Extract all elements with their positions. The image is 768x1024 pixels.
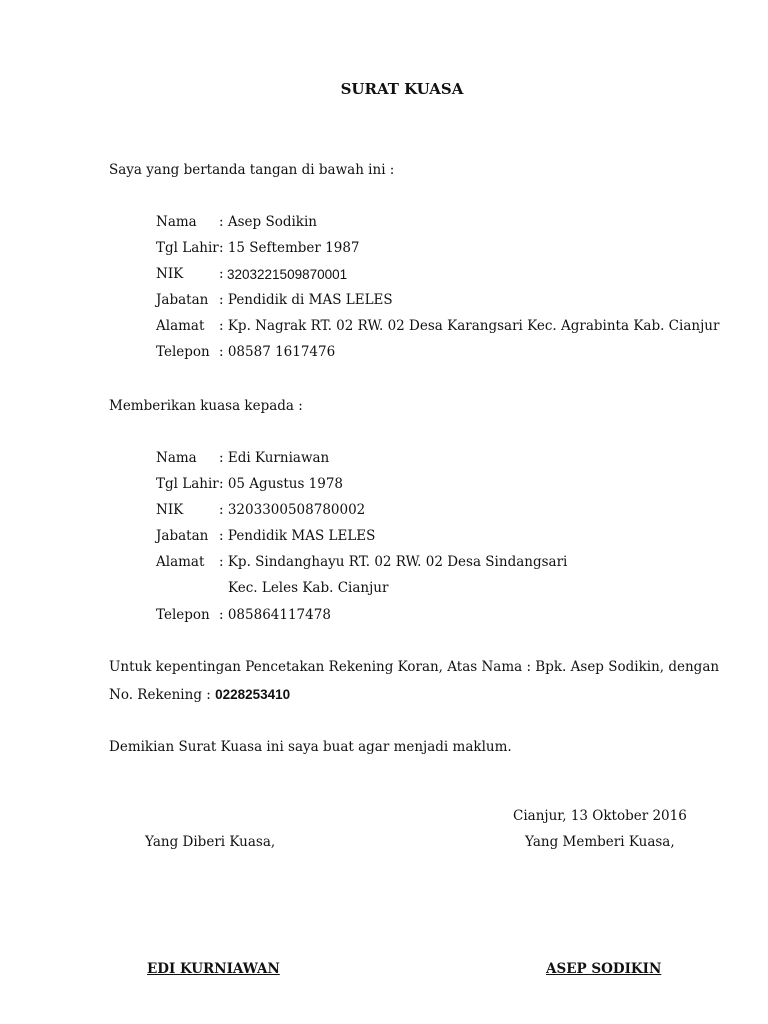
grantee-alamat-value-line2: Kec. Leles Kab. Cianjur [228,580,389,596]
left-signature-caption: Yang Diberi Kuasa, [145,834,276,850]
document-title: SURAT KUASA [340,80,464,98]
grantee-alamat-value-line1: : Kp. Sindanghayu RT. 02 RW. 02 Desa Sindangsari [219,554,568,570]
left-signatory-name: EDI KURNIAWAN [147,961,280,977]
grantor-jabatan-label: Jabatan [156,292,209,308]
grantor-telepon-value: : 08587 1617476 [219,344,336,360]
right-signature-caption: Yang Memberi Kuasa, [525,834,675,850]
place-date: Cianjur, 13 Oktober 2016 [513,808,687,824]
grantee-jabatan-label: Jabatan [156,528,209,544]
grantee-alamat-label: Alamat [156,554,205,570]
grantor-alamat-value: : Kp. Nagrak RT. 02 RW. 02 Desa Karangsari Kec. Agrabinta Kab. Cianjur [219,318,720,334]
grantee-nik-value: : 3203300508780002 [219,502,366,518]
rekening-line [109,688,290,703]
grantee-tgl-lahir-value: : 05 Agustus 1978 [219,476,344,492]
grantor-tgl-lahir-value: : 15 Seftember 1987 [219,240,360,256]
purpose-line: Untuk kepentingan Pencetakan Rekening Koran, Atas Nama : Bpk. Asep Sodikin, dengan [109,659,720,675]
grantor-nik-label: NIK [156,266,184,282]
right-signatory-name: ASEP SODIKIN [546,961,662,977]
intro-text: Saya yang bertanda tangan di bawah ini : [109,162,395,178]
grantor-nama-value: : Asep Sodikin [219,214,317,230]
grantor-nik-value: 3203221509870001 [227,267,348,282]
grantee-nama-label: Nama [156,450,197,466]
grantor-nama-label: Nama [156,214,197,230]
grant-intro-text: Memberikan kuasa kepada : [109,398,303,414]
grantee-nik-label: NIK [156,502,184,518]
grantor-jabatan-value: : Pendidik di MAS LELES [219,292,393,308]
grantee-telepon-value: : 085864117478 [219,607,331,623]
grantee-jabatan-value: : Pendidik MAS LELES [219,528,376,544]
grantee-nama-value: : Edi Kurniawan [219,450,330,466]
closing-text: Demikian Surat Kuasa ini saya buat agar menjadi maklum. [109,739,512,755]
grantee-telepon-label: Telepon [156,607,210,623]
grantor-alamat-label: Alamat [156,318,205,334]
rekening-label: No. Rekening : [109,687,211,703]
grantor-tgl-lahir-label: Tgl Lahir [156,240,219,256]
rekening-number: 0228253410 [215,687,291,702]
grantor-nik-colon: : [219,266,224,282]
grantee-tgl-lahir-label: Tgl Lahir [156,476,219,492]
grantor-telepon-label: Telepon [156,344,210,360]
